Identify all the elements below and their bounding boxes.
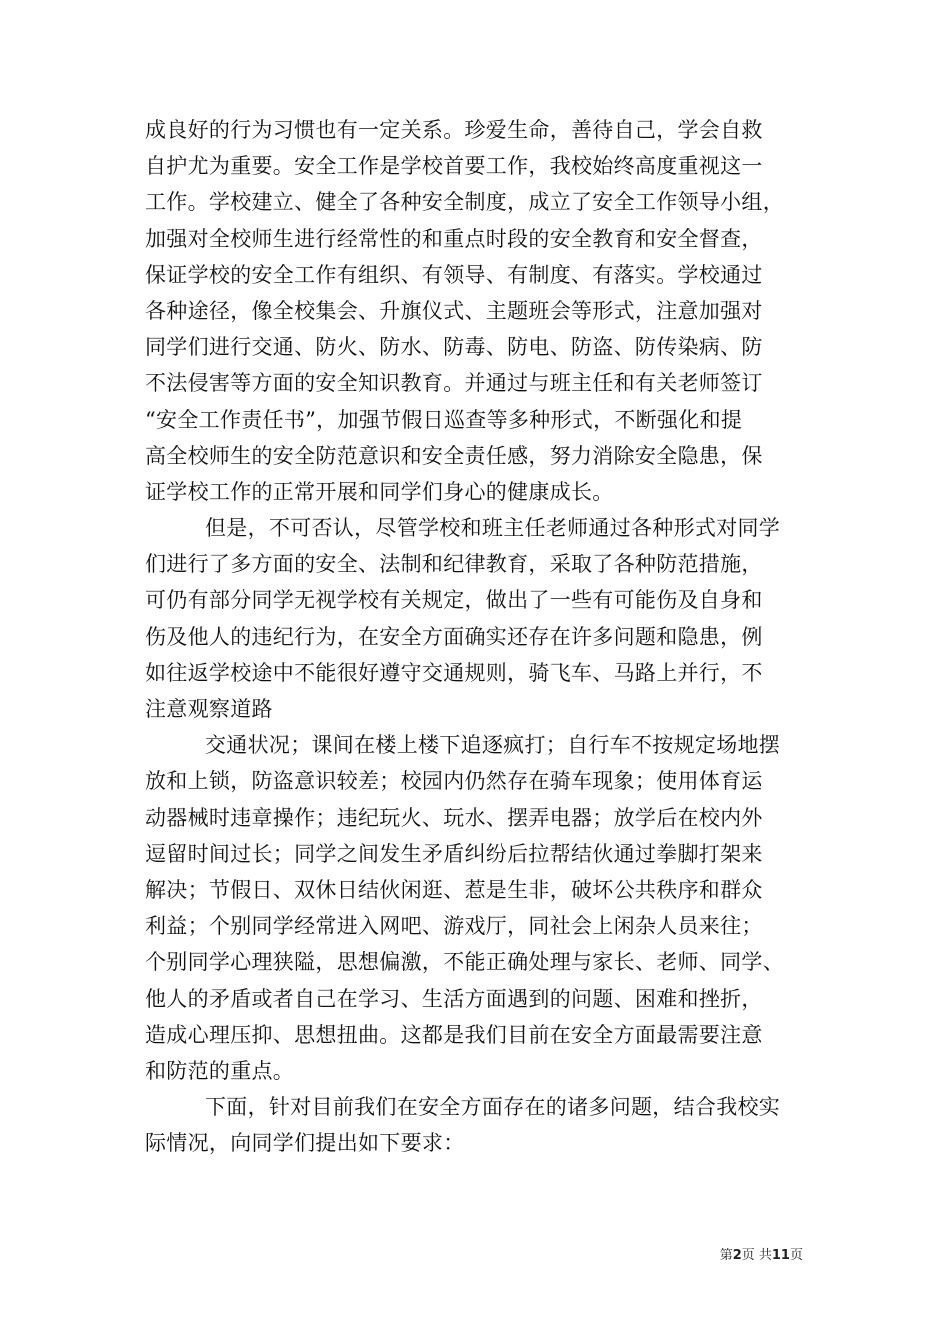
text-line: 下面，针对目前我们在安全方面存在的诸多问题，结合我校实 xyxy=(205,1095,781,1120)
text-line: 不法侵害等方面的安全知识教育。并通过与班主任和有关老师签订 xyxy=(145,371,763,396)
text-line: 他人的矛盾或者自己在学习、生活方面遇到的问题、困难和挫折， xyxy=(145,986,763,1011)
text-line: 可仍有部分同学无视学校有关规定，做出了一些有可能伤及自身和 xyxy=(145,588,763,613)
text-line: 利益；个别同学经常进入网吧、游戏厅，同社会上闲杂人员来往； xyxy=(145,914,763,939)
text-line: 高全校师生的安全防范意识和安全责任感，努力消除安全隐患，保 xyxy=(145,443,763,468)
text-line: 和防范的重点。 xyxy=(145,1058,295,1083)
footer-prefix: 第 xyxy=(719,1248,733,1263)
text-line: 证学校工作的正常开展和同学们身心的健康成长。 xyxy=(145,479,614,504)
text-line: 但是，不可否认，尽管学校和班主任老师通过各种形式对同学 xyxy=(205,516,781,541)
footer-middle: 页 共 xyxy=(741,1248,772,1263)
footer-total-pages: 11 xyxy=(771,1248,790,1263)
text-line: 动器械时违章操作；违纪玩火、玩水、摆弄电器；放学后在校内外 xyxy=(145,805,763,830)
text-line: 自护尤为重要。安全工作是学校首要工作，我校始终高度重视这一 xyxy=(145,154,763,179)
text-line: 加强对全校师生进行经常性的和重点时段的安全教育和安全督查， xyxy=(145,226,763,251)
document-body xyxy=(145,112,825,1161)
text-line: 注意观察道路 xyxy=(145,697,273,721)
text-line: 成良好的行为习惯也有一定关系。珍爱生命，善待自己，学会自救 xyxy=(145,118,763,142)
text-line: 个别同学心理狭隘，思想偏激，不能正确处理与家长、老师、同学、 xyxy=(145,950,784,975)
text-line: 保证学校的安全工作有组织、有领导、有制度、有落实。学校通过 xyxy=(145,262,763,287)
text-line: 际情况，向同学们提出如下要求： xyxy=(145,1131,465,1156)
text-line: “安全工作责任书”，加强节假日巡查等多种形式，不断强化和提 xyxy=(145,407,743,432)
text-line: 如往返学校途中不能很好遵守交通规则，骑飞车、马路上并行，不 xyxy=(145,660,763,685)
text-line: 解决；节假日、双休日结伙闲逛、惹是生非，破坏公共秩序和群众 xyxy=(145,877,763,902)
footer-current-page: 2 xyxy=(732,1248,742,1263)
text-line: 逗留时间过长；同学之间发生矛盾纠纷后拉帮结伙通过拳脚打架来 xyxy=(145,841,763,866)
text-line: 伤及他人的违纪行为，在安全方面确实还存在许多问题和隐患，例 xyxy=(145,624,763,649)
page-footer xyxy=(0,1244,803,1263)
text-line: 同学们进行交通、防火、防水、防毒、防电、防盗、防传染病、防 xyxy=(145,335,763,360)
footer-suffix: 页 xyxy=(789,1248,803,1263)
text-line: 造成心理压抑、思想扭曲。这都是我们目前在安全方面最需要注意 xyxy=(145,1022,763,1047)
text-line: 各种途径，像全校集会、升旗仪式、主题班会等形式，注意加强对 xyxy=(145,298,763,323)
text-line: 工作。学校建立、健全了各种安全制度，成立了安全工作领导小组， xyxy=(145,190,784,215)
text-line: 交通状况；课间在楼上楼下追逐疯打；自行车不按规定场地摆 xyxy=(205,733,781,758)
text-line: 放和上锁，防盗意识较差；校园内仍然存在骑车现象；使用体育运 xyxy=(145,769,763,794)
text-line: 们进行了多方面的安全、法制和纪律教育，采取了各种防范措施， xyxy=(145,552,763,577)
